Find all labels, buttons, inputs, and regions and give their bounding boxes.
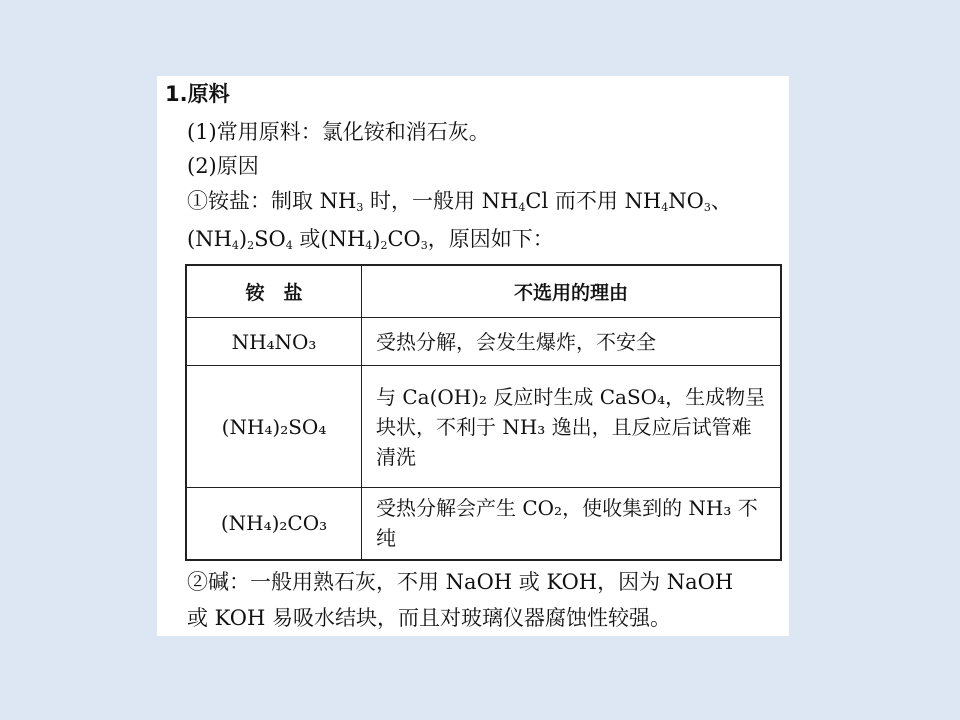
text-segment: (NH [187, 227, 232, 251]
text-segment: 时，一般用 NH [363, 189, 519, 213]
base-line-1: ②碱：一般用熟石灰，不用 NaOH 或 KOH，因为 NaOH [187, 570, 734, 594]
text-segment: Cl 而不用 NH [525, 189, 662, 213]
ammonium-salt-table [185, 264, 782, 561]
table-header-row [186, 265, 781, 318]
subscript: 4 [231, 239, 239, 252]
subscript: 3 [356, 201, 364, 214]
header-reason: 不选用的理由 [362, 265, 782, 318]
subscript: 4 [285, 239, 293, 252]
salt-cell: NH₄NO₃ [186, 318, 362, 366]
reason-cell: 与 Ca(OH)₂ 反应时生成 CaSO₄，生成物呈块状，不利于 NH₃ 逸出，且反应后试管难清洗 [362, 366, 782, 488]
text-segment: NO [668, 189, 704, 213]
text-segment: SO [254, 227, 286, 251]
base-line-2: 或 KOH 易吸水结块，而且对玻璃仪器腐蚀性较强。 [187, 606, 672, 630]
intro-line-1: (1)常用原料：氯化铵和消石灰。 [187, 120, 490, 144]
reason-cell: 受热分解会产生 CO₂，使收集到的 NH₃ 不纯 [362, 488, 782, 560]
ammonium-salt-line [187, 189, 732, 213]
subscript: 2 [247, 239, 255, 252]
subscript: 3 [703, 201, 711, 214]
subscript: 4 [518, 201, 526, 214]
text-segment: ，原因如下： [427, 227, 554, 251]
document-page [157, 76, 789, 636]
text-segment: ①铵盐：制取 NH [187, 189, 357, 213]
subscript: 4 [661, 201, 669, 214]
text-segment: 、 [710, 189, 732, 213]
intro-line-2: (2)原因 [187, 154, 259, 178]
ammonium-salt-line-2 [187, 227, 554, 251]
text-segment: ) [372, 227, 381, 251]
text-segment: CO [387, 227, 421, 251]
subscript: 4 [365, 239, 373, 252]
subscript: 2 [380, 239, 388, 252]
reason-cell: 受热分解，会发生爆炸，不安全 [362, 318, 782, 366]
subscript: 3 [420, 239, 428, 252]
table-row [186, 488, 781, 560]
text-segment: ) [238, 227, 248, 251]
section-title: 1.原料 [165, 82, 230, 106]
header-salt: 铵 盐 [186, 265, 362, 318]
text-segment: 或(NH [292, 227, 366, 251]
table-row [186, 318, 781, 366]
salt-cell: (NH₄)₂SO₄ [186, 366, 362, 488]
salt-cell: (NH₄)₂CO₃ [186, 488, 362, 560]
table-row [186, 366, 781, 488]
